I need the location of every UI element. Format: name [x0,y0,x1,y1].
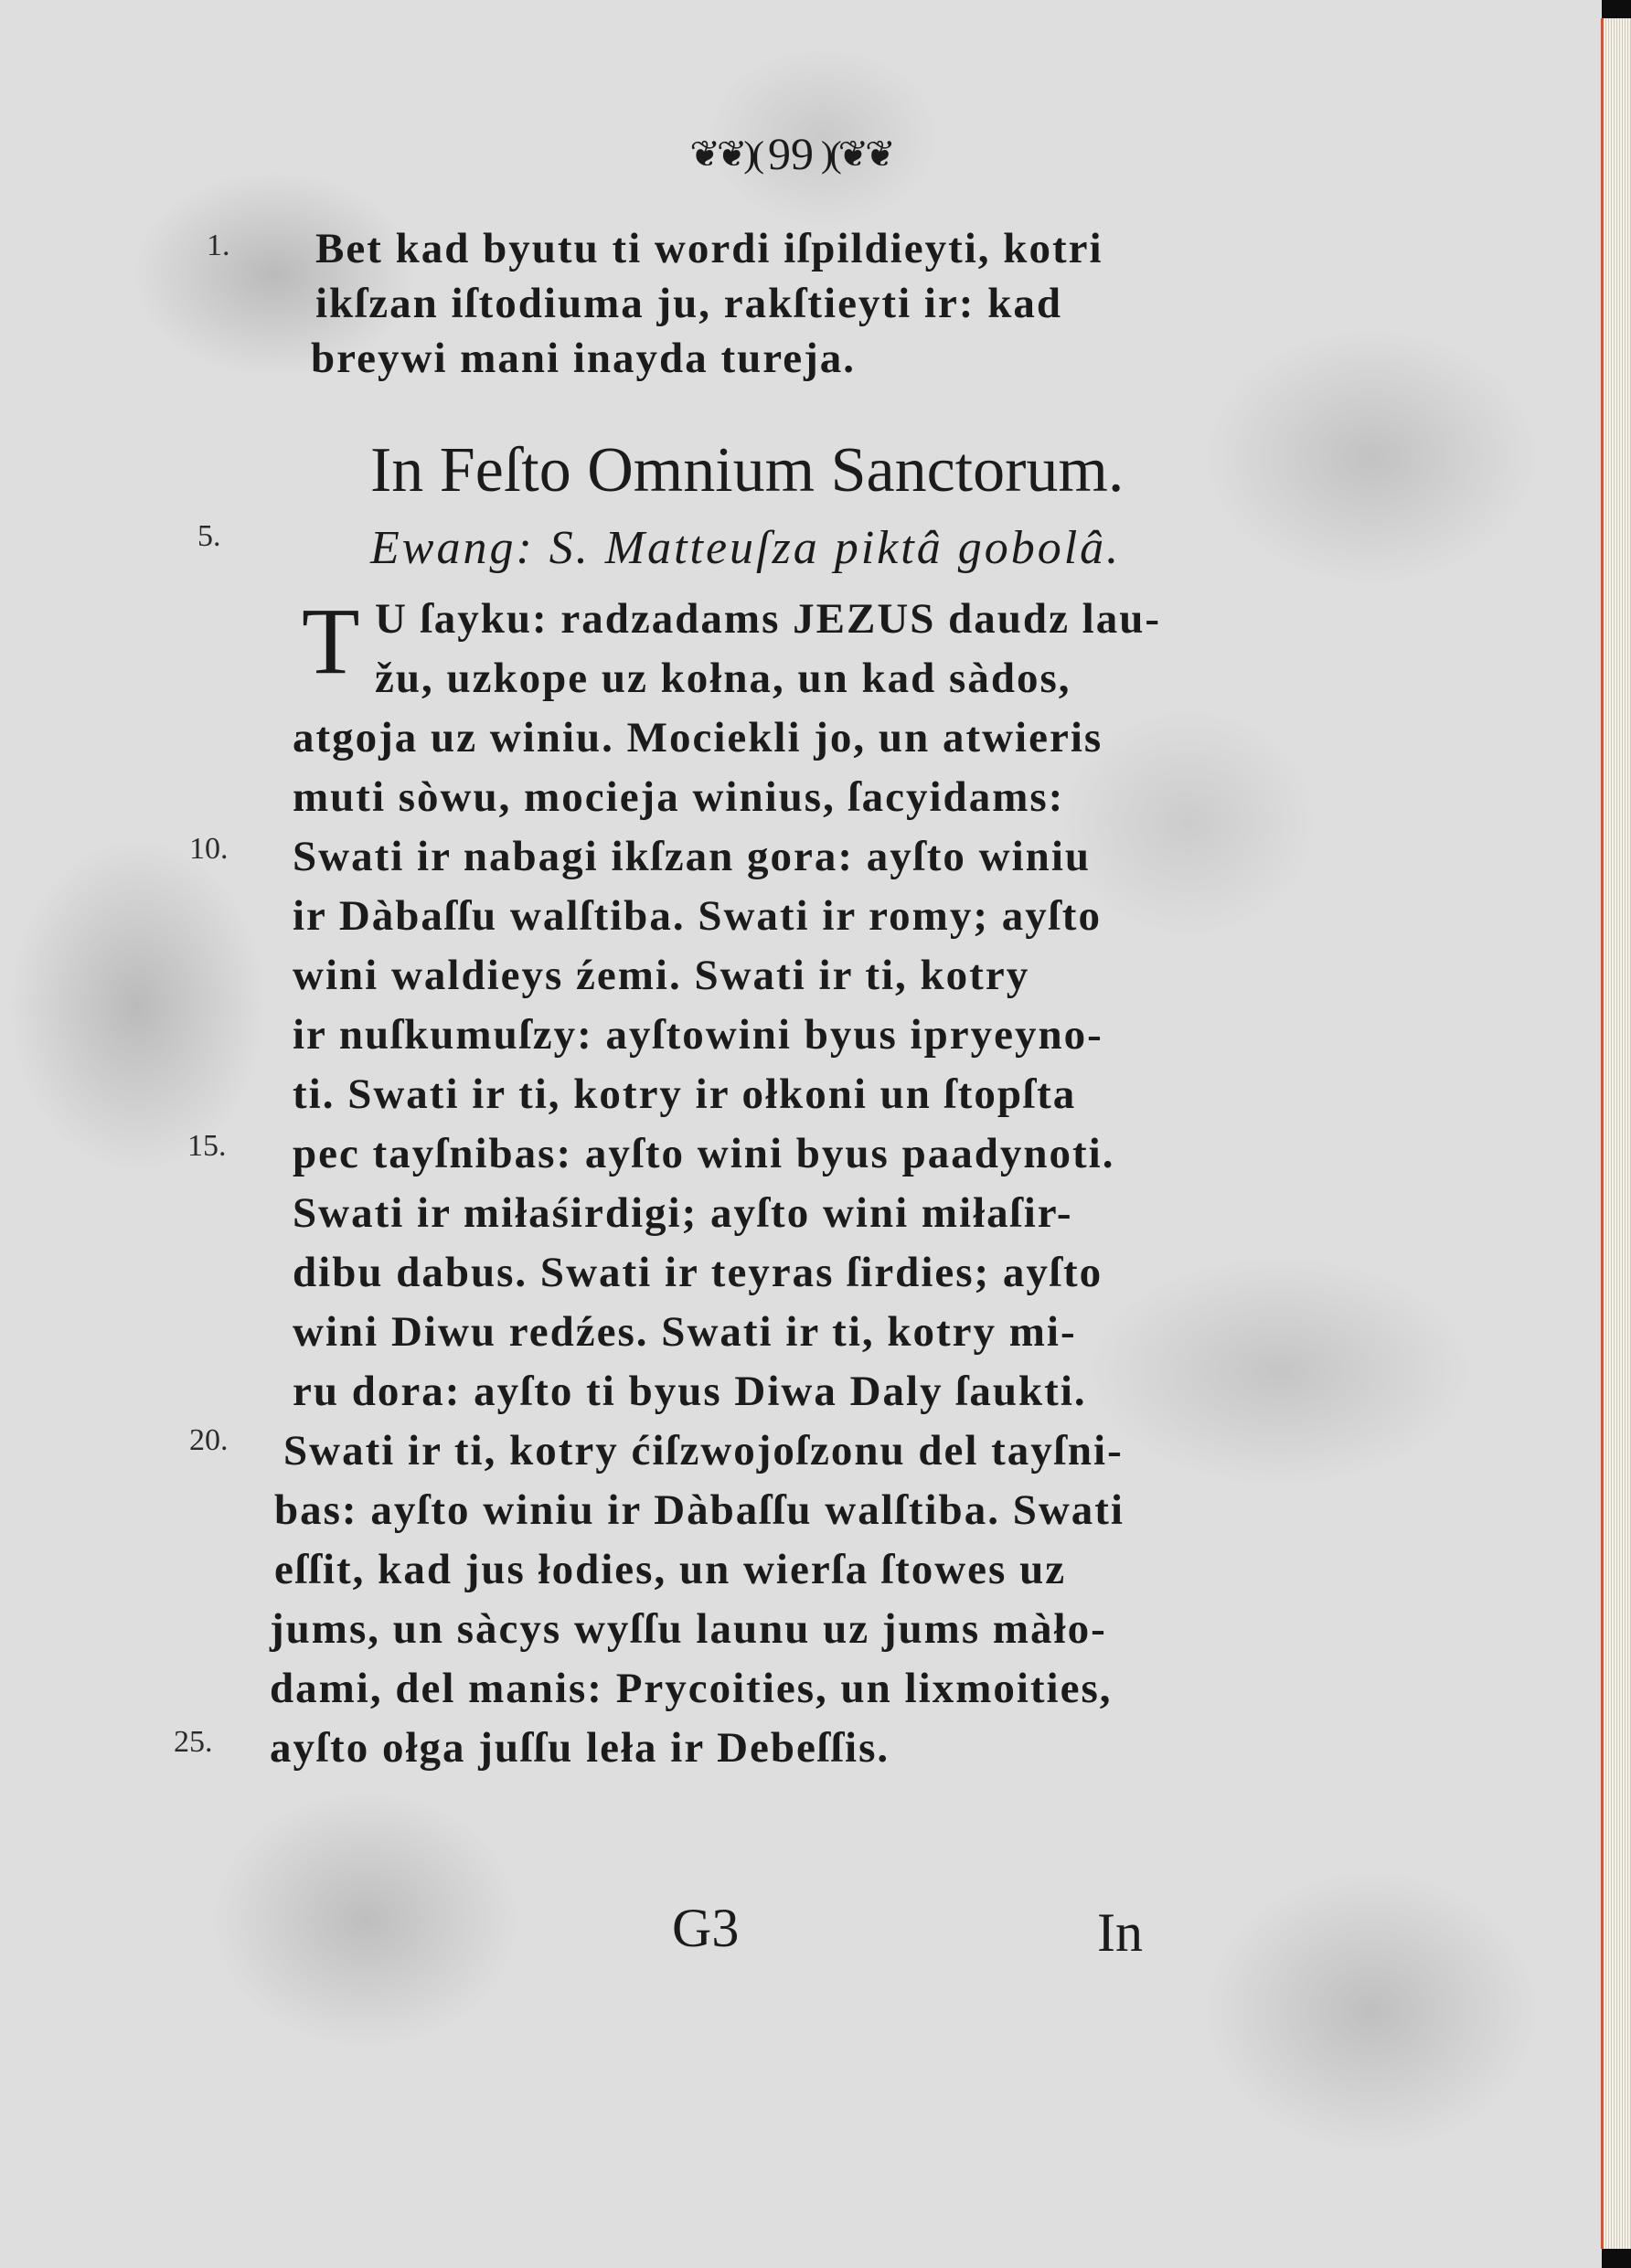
text-line: eſſit, kad jus łodies, un wierſa ſtowes uz [274,1546,1067,1593]
line-number: 10. [189,832,229,866]
text-line: ikſzan iſtodiuma ju, rakſtieyti ir: kad [315,280,1062,327]
catchword: In [1097,1902,1143,1963]
text-line: žu, uzkope uz kołna, un kad sàdos, [375,655,1071,702]
page-number: 99 [768,128,814,179]
text-line: wini waldieys źemi. Swati ir ti, kotry [293,952,1030,999]
text-line: Bet kad byutu ti wordi iſpildieyti, kotri [315,225,1103,272]
text-line: dibu dabus. Swati ir teyras ſirdies; ayſto [293,1249,1103,1296]
text-line: muti sòwu, mocieja winius, ſacyidams: [293,773,1065,821]
line-number: 25. [174,1725,213,1759]
section-title: In Feſto Omnium Sanctorum. [370,435,1125,506]
header-ornament-left: ❦❦)( [689,133,761,175]
text-line: bas: ayſto winiu ir Dàbaſſu walſtiba. Swati [274,1486,1125,1534]
text-line: wini Diwu redźes. Swati ir ti, kotry mi- [293,1308,1077,1356]
text-line: atgoja uz winiu. Mociekli jo, un atwieris [293,714,1103,761]
line-number: 5. [197,519,221,553]
text-line: Swati ir miłaśirdigi; ayſto wini miłaſir- [293,1189,1073,1237]
drop-cap: T [302,589,360,694]
signature-mark: G3 [672,1898,740,1958]
line-number: 15. [187,1129,227,1163]
text-line: U ſayku: radzadams JEZUS daudz lau- [375,595,1162,643]
text-line: ru dora: ayſto ti byus Diwa Daly ſaukti. [293,1368,1087,1415]
page-header [635,126,946,181]
text-line: dami, del manis: Prycoities, un lixmoities, [270,1665,1113,1712]
text-line: pec tayſnibas: ayſto wini byus paadynoti. [293,1130,1115,1177]
text-line: ir nuſkumuſzy: ayſtowini byus ipryeyno- [293,1011,1103,1059]
header-ornament-right: )(❦❦ [821,133,892,175]
text-line: Swati ir ti, kotry ćiſzwojoſzonu del tayſni- [283,1427,1124,1475]
text-line: Swati ir nabagi ikſzan gora: ayſto winiu [293,833,1092,880]
text-line: ir Dàbaſſu walſtiba. Swati ir romy; ayſto [293,892,1102,940]
line-number: 1. [207,229,230,262]
text-line: breywi mani inayda tureja. [311,335,857,382]
text-line: ti. Swati ir ti, kotry ir ołkoni un ſtopſta [293,1070,1077,1118]
text-line: ayſto ołga juſſu leła ir Debeſſis. [270,1724,890,1772]
section-subtitle: Ewang: S. Matteuſza piktâ gobolâ. [370,522,1122,574]
line-number: 20. [189,1423,229,1457]
page-edges [1601,18,1631,2249]
text-line: jums, un sàcys wyſſu launu uz jums màło- [270,1605,1107,1653]
